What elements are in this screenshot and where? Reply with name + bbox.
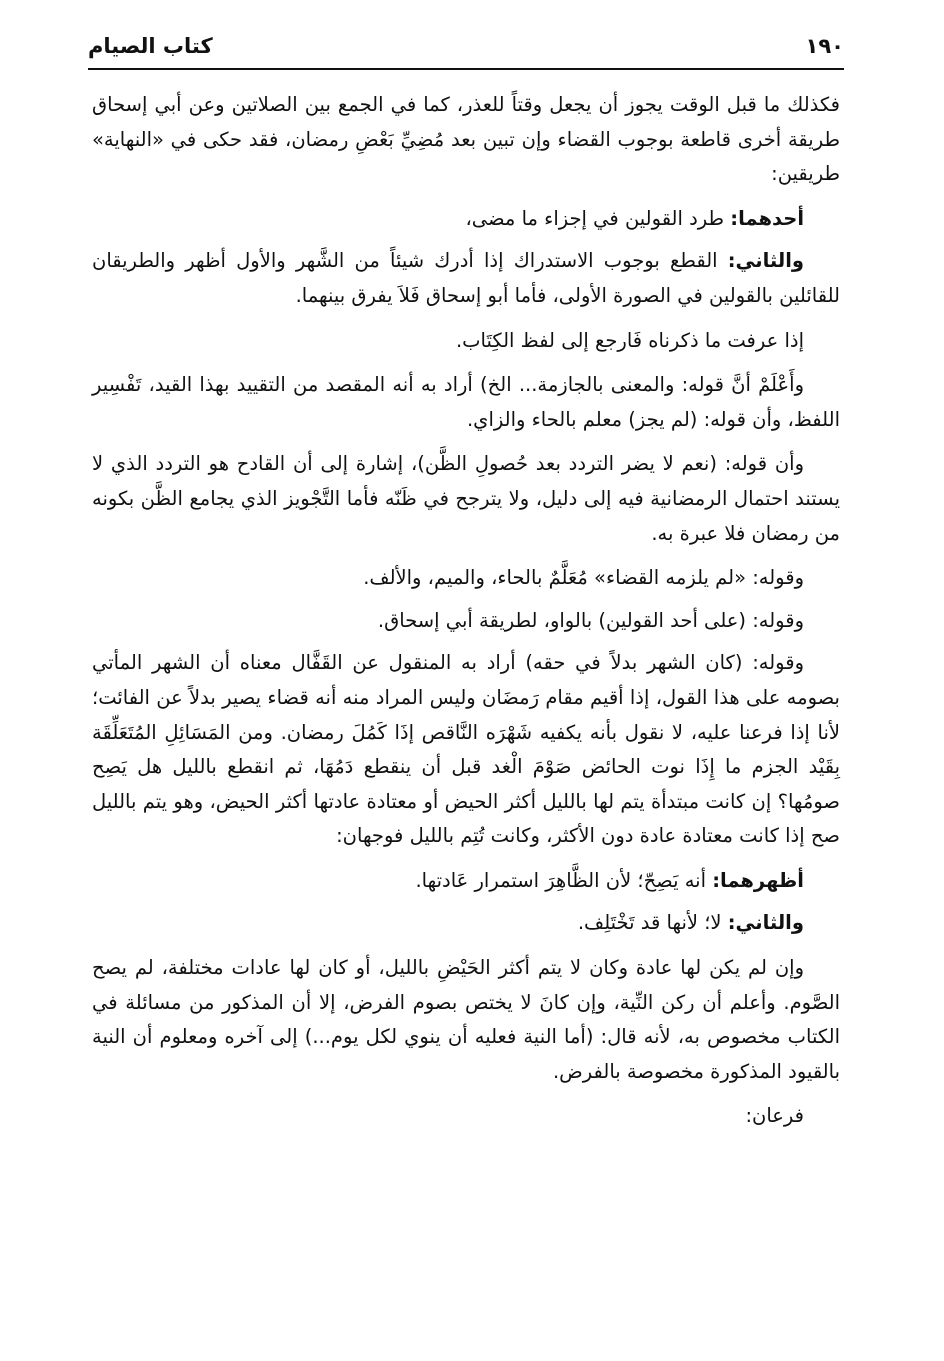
paragraph xyxy=(92,324,840,359)
page-number: ١٩٠ xyxy=(805,34,844,58)
paragraph-lead: والثاني: xyxy=(727,249,805,273)
paragraph xyxy=(92,561,840,596)
paragraph-lead: أحدهما: xyxy=(730,206,804,230)
header-rule xyxy=(88,68,844,70)
paragraph-text: فكذلك ما قبل الوقت يجوز أن يجعل وقتاً للعذر، كما في الجمع بين الصلاتين وعن أبي إسحاق طريقة أخرى قاطعة بوجوب القضاء وإن تبين بعد مُضِيِّ بَعْضِ رمضان، فقد حكى في «النهاية» طريقين: xyxy=(92,93,840,186)
page-body xyxy=(92,88,840,1144)
paragraph-lead: أظهرهما: xyxy=(712,868,804,892)
paragraph xyxy=(92,244,840,313)
paragraph-text: وإن لم يكن لها عادة وكان لا يتم أكثر الحَيْضِ بالليل، أو كان لها عادات مختلفة، لم يصح الصَّوم. وأعلم أن ركن النِّية، وإن كانَ لا يختص بصوم الفرض، إلا أن المذكور من مسائلة في الكتاب مخصوص به، لأنه قال: (أما النية فعليه أن ينوي لكل يوم...) إلى آخره ومعلوم أن النية بالقيود المذكورة مخصوصة بالفرض. xyxy=(92,956,840,1083)
paragraph xyxy=(92,906,840,941)
paragraph xyxy=(92,368,840,437)
paragraph-text: لا؛ لأنها قد تَخْتَلِف. xyxy=(577,911,722,935)
paragraph-lead: والثاني: xyxy=(727,911,804,935)
running-title: كتاب الصيام xyxy=(88,34,213,58)
paragraph-text: طرد القولين في إجزاء ما مضى، xyxy=(465,206,725,230)
paragraph xyxy=(92,447,840,551)
paragraph-text: وأن قوله: (نعم لا يضر التردد بعد حُصولِ الظَّن)، إشارة إلى أن القادح هو التردد الذي لا يستند احتمال الرمضانية فيه إلى دليل، ولا يترجح في ظَنّه فأما التَّجْويز الذي يجامع الظَّن بكونه من رمضان فلا عبرة به. xyxy=(92,452,840,545)
paragraph xyxy=(92,88,840,192)
paragraph-text: وقوله: «لم يلزمه القضاء» مُعَلَّمٌ بالحاء، والميم، والألف. xyxy=(363,566,804,590)
paragraph xyxy=(92,202,840,237)
paragraph xyxy=(92,951,840,1089)
paragraph-text: القطع بوجوب الاستدراك إذا أدرك شيئاً من الشَّهر والأول أظهر والطريقان للقائلين بالقولين في الصورة الأولى، فأما أبو إسحاق فَلاَ يفرق بينهما. xyxy=(92,249,840,307)
page-header xyxy=(88,28,844,68)
paragraph-text: وقوله: (كان الشهر بدلاً في حقه) أراد به المنقول عن القَفَّال معناه أن الشهر المأتي بصومه على هذا القول، إذا أقيم مقام رَمضَان وليس المراد منه أنه قضاء يصير بدلاً عن الفائت؛ لأنا إذا فرعنا عليه، لا نقول بأنه يكفيه شَهْرَه النَّاقص إذَا كَمُلَ رمضان. ومن المَسَائِلِ المُتَعَلِّقَة بِقَيْد الجزم ما إِذَا نوت الحائض صَوْمَ الْغد قبل أن ينقطع دَمُهَا، ثم انقطع بالليل هل يَصِح صومُها؟ إن كانت مبتدأة يتم لها بالليل أكثر الحيض أو معتادة عادتها أكثر الحيض، وهو يتم بالليل صح إذا كانت معتادة عادة دون الأكثر، وكانت تُتِم بالليل فوجهان: xyxy=(92,651,840,848)
paragraph xyxy=(92,646,840,854)
paragraph-text: أنه يَصِحّ؛ لأن الظَّاهِرَ استمرار عَادتها. xyxy=(415,868,707,892)
paragraph xyxy=(92,864,840,899)
paragraph-text: إذا عرفت ما ذكرناه فَارجع إلى لفظ الكِتَاب. xyxy=(455,328,804,352)
section-heading xyxy=(92,1099,840,1134)
paragraph-text: فرعان: xyxy=(745,1104,804,1128)
paragraph xyxy=(92,604,840,639)
paragraph-text: وأَعْلَمْ أنَّ قوله: والمعنى بالجازمة... الخ) أراد به أنه المقصد من التقييد بهذا القيد، تَفْسِير اللفظ، وأن قوله: (لم يجز) معلم بالحاء والزاي. xyxy=(92,373,840,431)
paragraph-text: وقوله: (على أحد القولين) بالواو، لطريقة أبي إسحاق. xyxy=(377,608,804,632)
